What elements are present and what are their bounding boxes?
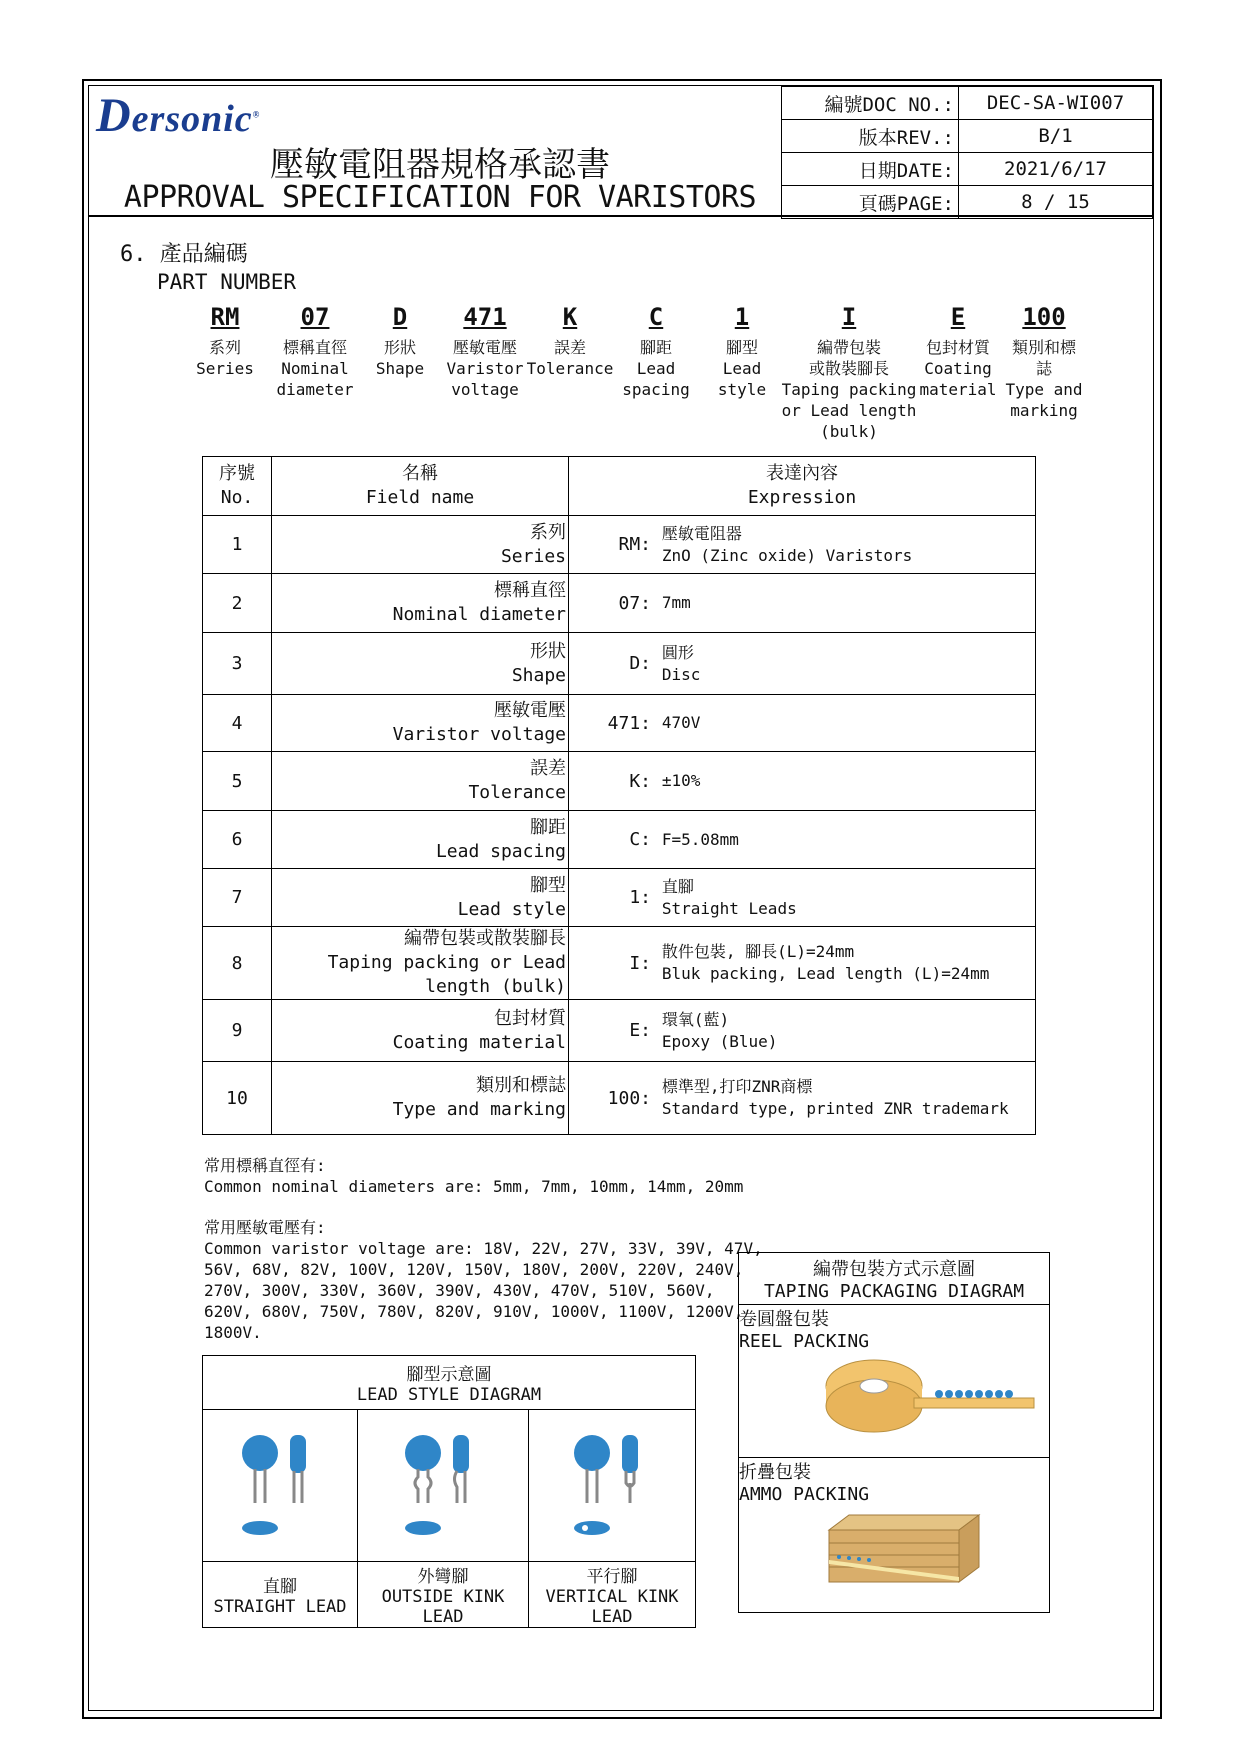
document-meta-table	[781, 86, 1153, 219]
table-row: 5 誤差 Tolerance K: ±10%	[203, 752, 1036, 811]
lead-style-diagram	[202, 1355, 696, 1628]
table-row: 2 標稱直徑 Nominal diameter 07: 7mm	[203, 574, 1036, 633]
document-title-zh: 壓敏電阻器規格承認書	[270, 145, 610, 185]
ammo-packing-image	[809, 1505, 1009, 1595]
table-row: 7 腳型 Lead style 1: 直腳 Straight Leads	[203, 869, 1036, 927]
vertical-kink-lead-caption: 平行腳 VERTICAL KINK LEAD	[529, 1562, 696, 1628]
table-header	[203, 457, 1036, 516]
pn-lead-spacing: C 腳距 Lead spacing	[622, 303, 690, 399]
pn-series: RM 系列 Series	[196, 303, 254, 378]
table-row: 3 形狀 Shape D: 圓形 Disc	[203, 633, 1036, 695]
pn-taping: I 編帶包裝 或散裝腳長 Taping packing or Lead length (bulk)	[781, 303, 917, 441]
taping-diagram-title: 編帶包裝方式示意圖 TAPING PACKAGING DIAGRAM	[739, 1253, 1050, 1305]
table-row: 8 編帶包裝或散裝腳長 Taping packing or Lead length (bulk) I: 散件包裝, 腳長(L)=24mm Bluk packing, Lead length (L)=24mm	[203, 927, 1036, 1000]
company-logo: Dersonic®	[96, 89, 261, 142]
section-heading: 6. 產品編碼	[120, 242, 248, 267]
doc-no-label: 編號DOC NO.:	[782, 87, 959, 120]
voltage-note: 常用壓敏電壓有: Common varistor voltage are: 18V, 22V, 27V, 33V, 39V, 47V, 56V, 68V, 82V, 100V, 120V, 150V, 180V, 200V, 220V, 240V, 270V, 300V, 330V, 360V, 390V, 430V, 470V, 510V, 560V, 620V, 680V, 750V, 780V, 820V, 910V, 1000V, 1100V, 1200V, 1800V.	[204, 1218, 763, 1342]
header-no: 序號 No.	[203, 457, 272, 516]
vertical-kink-lead-image	[529, 1410, 696, 1562]
page-value: 8 / 15	[959, 186, 1153, 219]
page-label: 頁碼PAGE:	[782, 186, 959, 219]
reel-packing-image	[789, 1352, 1049, 1436]
date-label: 日期DATE:	[782, 153, 959, 186]
straight-lead-caption: 直腳 STRAIGHT LEAD	[203, 1562, 358, 1628]
pn-lead-style: 1 腳型 Lead style	[717, 303, 767, 399]
table-row: 1 系列 Series RM: 壓敏電阻器 ZnO (Zinc oxide) Varistors	[203, 516, 1036, 574]
straight-lead-image	[203, 1410, 358, 1562]
pn-diameter: 07 標稱直徑 Nominal diameter	[276, 303, 354, 399]
header-expression: 表達內容 Expression	[569, 457, 1036, 516]
header-field: 名稱 Field name	[272, 457, 569, 516]
document-title-en: APPROVAL SPECIFICATION FOR VARISTORS	[123, 180, 757, 215]
section-subheading: PART NUMBER	[157, 270, 297, 294]
lead-diagram-title: 腳型示意圖 LEAD STYLE DIAGRAM	[203, 1356, 696, 1410]
table-row: 9 包封材質 Coating material E: 環氧(藍) Epoxy (Blue)	[203, 1000, 1036, 1062]
outside-kink-lead-caption: 外彎腳 OUTSIDE KINK LEAD	[358, 1562, 529, 1628]
diameter-note: 常用標稱直徑有: Common nominal diameters are: 5mm, 7mm, 10mm, 14mm, 20mm	[204, 1156, 744, 1196]
part-number-table	[202, 456, 1036, 1135]
table-row: 10 類別和標誌 Type and marking 100: 標準型,打印ZNR商標 Standard type, printed ZNR trademark	[203, 1062, 1036, 1135]
pn-voltage: 471 壓敏電壓 Varistor voltage	[446, 303, 524, 399]
ammo-packing-cell: 折疊包裝 AMMO PACKING	[739, 1458, 1050, 1613]
pn-shape: D 形狀 Shape	[375, 303, 425, 378]
rev-value: B/1	[959, 120, 1153, 153]
pn-marking: 100 類別和標 誌 Type and marking	[1005, 303, 1083, 420]
doc-no-value: DEC-SA-WI007	[959, 87, 1153, 120]
table-row: 6 腳距 Lead spacing C: F=5.08mm	[203, 811, 1036, 869]
reel-packing-cell: 卷圓盤包裝 REEL PACKING	[739, 1305, 1050, 1458]
rev-label: 版本REV.:	[782, 120, 959, 153]
pn-coating: E 包封材質 Coating material	[919, 303, 997, 399]
pn-tolerance: K 誤差 Tolerance	[526, 303, 614, 378]
date-value: 2021/6/17	[959, 153, 1153, 186]
table-row: 4 壓敏電壓 Varistor voltage 471: 470V	[203, 695, 1036, 752]
taping-packaging-diagram	[738, 1252, 1050, 1613]
outside-kink-lead-image	[358, 1410, 529, 1562]
